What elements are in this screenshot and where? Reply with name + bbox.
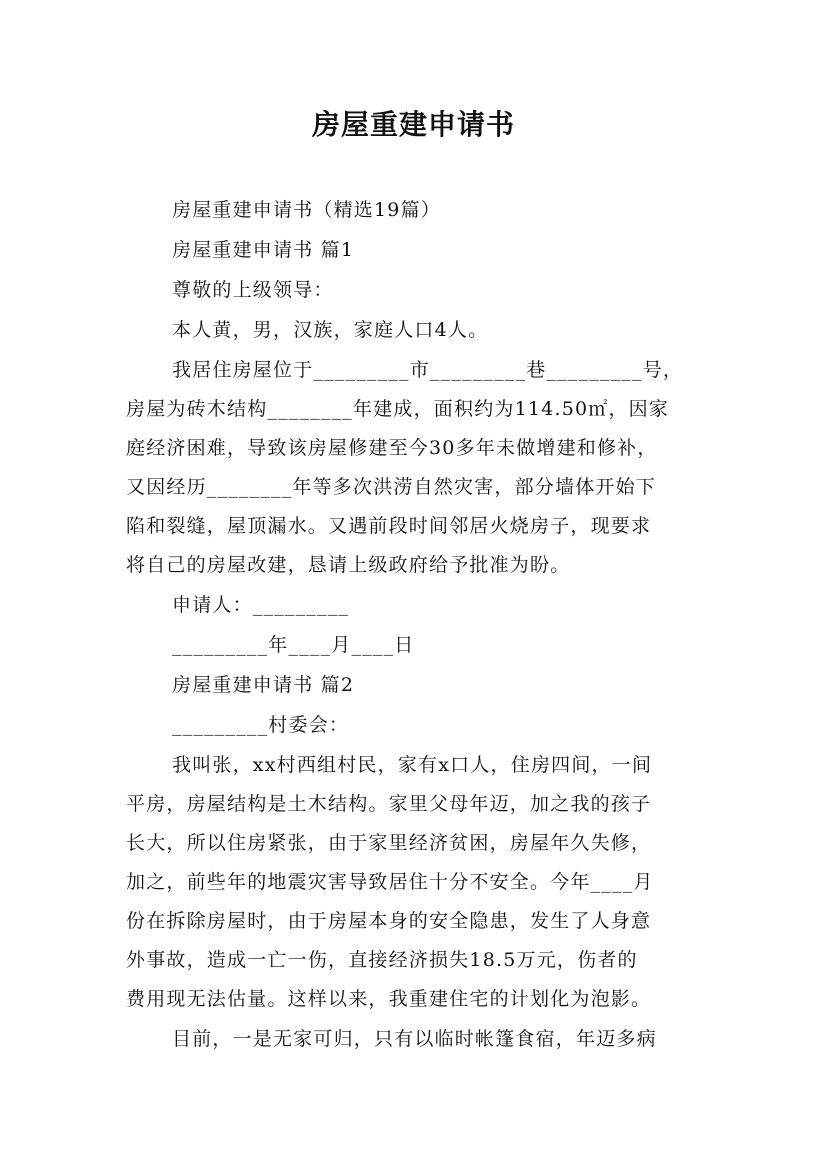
paragraph-line: 陷和裂缝，屋顶漏水。又遇前段时间邻居火烧房子，现要求: [126, 515, 652, 537]
addressee-line: _________村委会：: [172, 714, 350, 736]
subtitle-line: 房屋重建申请书（精选19篇）: [172, 199, 441, 221]
paragraph-line: 庭经济困难，导致该房屋修建至今30多年未做增建和修补，: [126, 437, 658, 459]
section-heading-1: 房屋重建申请书 篇1: [172, 239, 355, 261]
paragraph-line: 长大，所以住房紧张，由于家里经济贫困，房屋年久失修，: [126, 832, 652, 854]
paragraph-line: 平房，房屋结构是土木结构。家里父母年迈，加之我的孩子: [126, 793, 652, 815]
paragraph-line: 目前，一是无家可归，只有以临时帐篷食宿，年迈多病: [172, 1028, 657, 1050]
paragraph-line: 加之，前些年的地震灾害导致居住十分不安全。今年____月: [126, 871, 654, 893]
paragraph-line: 费用现无法估量。这样以来，我重建住宅的计划化为泡影。: [126, 988, 652, 1010]
paragraph-line: 我叫张，xx村西组村民，家有x口人，住房四间，一间: [172, 754, 653, 776]
date-line: _________年____月____日: [172, 634, 415, 656]
paragraph-line: 房屋为砖木结构________年建成，面积约为114.50㎡，因家: [126, 398, 670, 420]
applicant-signature-line: 申请人：_________: [172, 594, 350, 616]
document-title: 房屋重建申请书: [311, 108, 515, 141]
paragraph-line: 我居住房屋位于_________市_________巷_________号，: [172, 359, 684, 381]
paragraph-line: 本人黄，男，汉族，家庭人口4人。: [172, 319, 489, 341]
salutation-line: 尊敬的上级领导：: [172, 279, 334, 301]
paragraph-line: 又因经历________年等多次洪涝自然灾害，部分墙体开始下: [126, 476, 657, 498]
section-heading-2: 房屋重建申请书 篇2: [172, 674, 355, 696]
paragraph-line: 将自己的房屋改建，恳请上级政府给予批准为盼。: [126, 554, 571, 576]
paragraph-line: 份在拆除房屋时，由于房屋本身的安全隐患，发生了人身意: [126, 910, 652, 932]
paragraph-line: 外事故，造成一亡一伤，直接经济损失18.5万元，伤者的: [126, 949, 638, 971]
